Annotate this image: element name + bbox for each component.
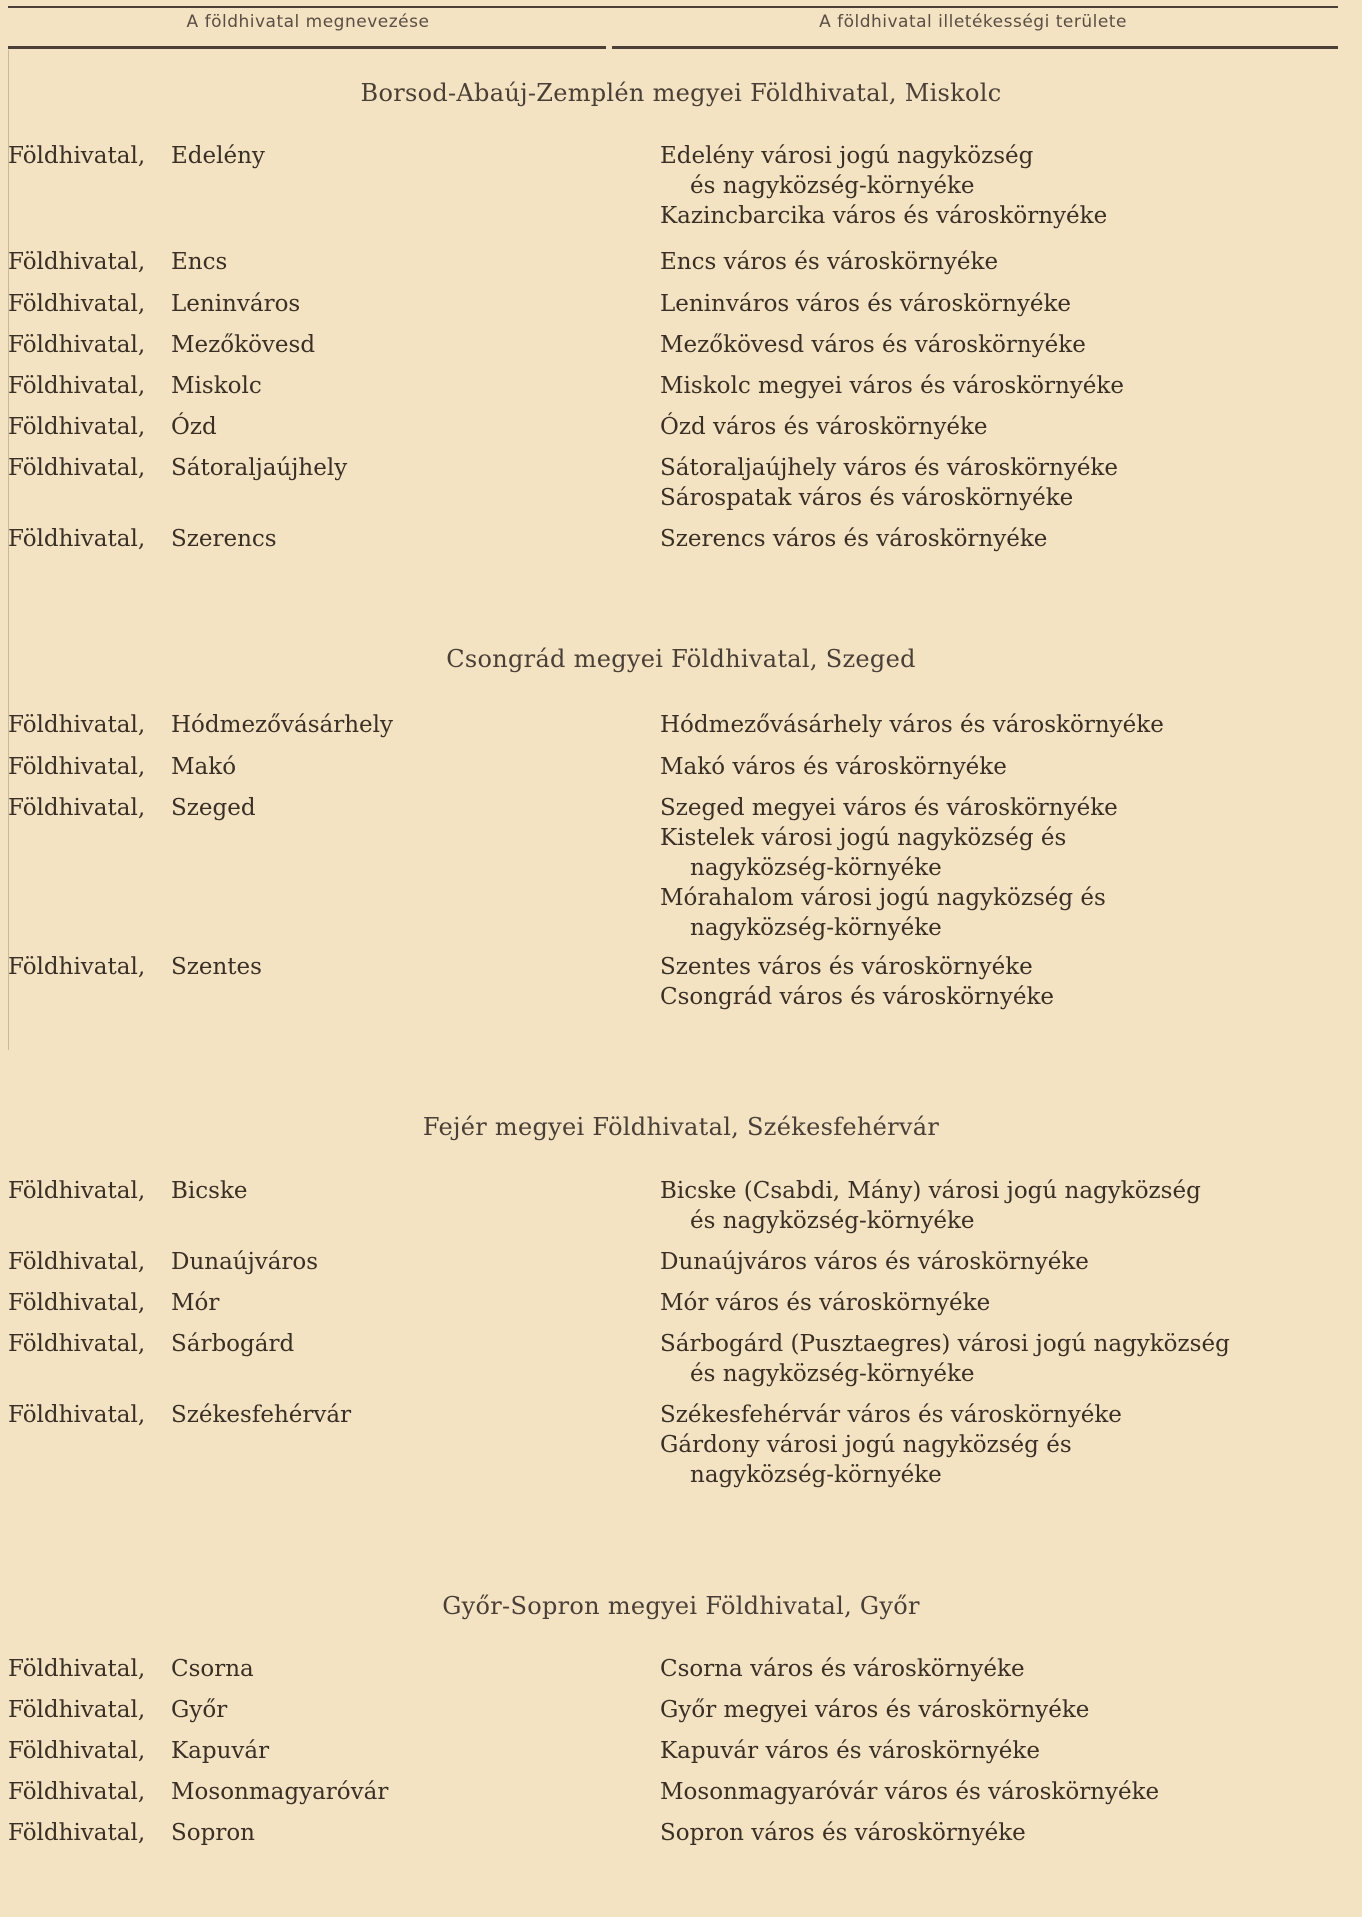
office-name bbox=[8, 371, 660, 401]
area-line: Csorna város és városkörnyéke bbox=[660, 1656, 1025, 1682]
jurisdiction-area bbox=[660, 1695, 1340, 1725]
jurisdiction-area bbox=[660, 412, 1340, 442]
office-city: Sárbogárd bbox=[171, 1331, 295, 1357]
table-row bbox=[8, 289, 1348, 319]
office-city: Sopron bbox=[171, 1820, 255, 1846]
jurisdiction-area bbox=[660, 1818, 1340, 1848]
office-name bbox=[8, 412, 660, 442]
area-line: Sátoraljaújhely város és városkörnyéke bbox=[660, 455, 1118, 481]
area-line: Szeged megyei város és városkörnyéke bbox=[660, 795, 1118, 821]
office-city: Győr bbox=[171, 1697, 228, 1723]
office-city: Mór bbox=[171, 1290, 220, 1316]
office-prefix: Földhivatal, bbox=[8, 1820, 146, 1846]
area-line: Kapuvár város és városkörnyéke bbox=[660, 1738, 1040, 1764]
office-city: Edelény bbox=[171, 143, 265, 169]
area-line: Kistelek városi jogú nagyközség és bbox=[660, 825, 1067, 851]
jurisdiction-area bbox=[660, 1247, 1340, 1277]
section-title: Fejér megyei Földhivatal, Székesfehérvár bbox=[422, 1113, 940, 1141]
area-line: Makó város és városkörnyéke bbox=[660, 754, 1007, 780]
area-line: Mezőkövesd város és városkörnyéke bbox=[660, 332, 1086, 358]
office-name bbox=[8, 793, 660, 943]
area-line: Encs város és városkörnyéke bbox=[660, 249, 999, 275]
area-line: Székesfehérvár város és városkörnyéke bbox=[660, 1402, 1122, 1428]
office-prefix: Földhivatal, bbox=[8, 291, 146, 317]
office-name bbox=[8, 1777, 660, 1807]
office-name bbox=[8, 247, 660, 277]
office-prefix: Földhivatal, bbox=[8, 1331, 146, 1357]
office-prefix: Földhivatal, bbox=[8, 1178, 146, 1204]
area-line: Bicske (Csabdi, Mány) városi jogú nagyközség bbox=[660, 1178, 1201, 1204]
office-prefix: Földhivatal, bbox=[8, 249, 146, 275]
office-name bbox=[8, 1695, 660, 1725]
office-name bbox=[8, 710, 660, 740]
office-prefix: Földhivatal, bbox=[8, 1402, 146, 1428]
office-prefix: Földhivatal, bbox=[8, 1697, 146, 1723]
office-prefix: Földhivatal, bbox=[8, 712, 146, 738]
office-prefix: Földhivatal, bbox=[8, 1290, 146, 1316]
table-row bbox=[8, 1695, 1348, 1725]
office-prefix: Földhivatal, bbox=[8, 954, 146, 980]
jurisdiction-area bbox=[660, 752, 1340, 782]
header-office-column: A földhivatal megnevezése bbox=[186, 12, 430, 32]
office-city: Hódmezővásárhely bbox=[171, 712, 394, 738]
table-row bbox=[8, 247, 1348, 277]
office-city: Szerencs bbox=[171, 526, 277, 552]
area-line: Leninváros város és városkörnyéke bbox=[660, 291, 1072, 317]
table-row bbox=[8, 1247, 1348, 1277]
area-line: Mórahalom városi jogú nagyközség és bbox=[660, 885, 1106, 911]
table-row bbox=[8, 793, 1348, 943]
area-line: Sárbogárd (Pusztaegres) városi jogú nagyközség bbox=[660, 1331, 1230, 1357]
jurisdiction-area bbox=[660, 141, 1340, 231]
office-prefix: Földhivatal, bbox=[8, 1656, 146, 1682]
jurisdiction-area bbox=[660, 952, 1340, 1012]
office-city: Székesfehérvár bbox=[171, 1402, 352, 1428]
office-prefix: Földhivatal, bbox=[8, 795, 146, 821]
area-line: Miskolc megyei város és városkörnyéke bbox=[660, 373, 1124, 399]
office-prefix: Földhivatal, bbox=[8, 143, 146, 169]
section-title: Borsod-Abaúj-Zemplén megyei Földhivatal, Miskolc bbox=[360, 79, 1002, 107]
area-line: Hódmezővásárhely város és városkörnyéke bbox=[660, 712, 1164, 738]
area-line: Sárospatak város és városkörnyéke bbox=[660, 485, 1074, 511]
office-city: Bicske bbox=[171, 1178, 248, 1204]
office-prefix: Földhivatal, bbox=[8, 1249, 146, 1275]
area-line: nagyközség-környéke bbox=[690, 855, 942, 881]
table-row bbox=[8, 1777, 1348, 1807]
jurisdiction-area bbox=[660, 289, 1340, 319]
section-title: Csongrád megyei Földhivatal, Szeged bbox=[446, 645, 916, 673]
office-city: Miskolc bbox=[171, 373, 262, 399]
header-rule-right bbox=[612, 46, 1338, 49]
table-row bbox=[8, 1654, 1348, 1684]
area-line: Csongrád város és városkörnyéke bbox=[660, 984, 1055, 1010]
office-name bbox=[8, 752, 660, 782]
office-name bbox=[8, 1400, 660, 1490]
office-city: Ózd bbox=[171, 414, 217, 440]
table-row bbox=[8, 752, 1348, 782]
office-city: Encs bbox=[171, 249, 228, 275]
area-line: Gárdony városi jogú nagyközség és bbox=[660, 1432, 1072, 1458]
office-city: Szentes bbox=[171, 954, 262, 980]
office-name bbox=[8, 1654, 660, 1684]
office-city: Mezőkövesd bbox=[171, 332, 316, 358]
office-name bbox=[8, 952, 660, 1012]
area-line: Edelény városi jogú nagyközség bbox=[660, 143, 1034, 169]
office-city: Sátoraljaújhely bbox=[171, 455, 348, 481]
header-area-column: A földhivatal illetékességi területe bbox=[819, 12, 1127, 32]
area-line: Mosonmagyaróvár város és városkörnyéke bbox=[660, 1779, 1160, 1805]
office-prefix: Földhivatal, bbox=[8, 1738, 146, 1764]
area-line: és nagyközség-környéke bbox=[690, 1361, 975, 1387]
office-city: Szeged bbox=[171, 795, 256, 821]
area-line: Ózd város és városkörnyéke bbox=[660, 414, 988, 440]
jurisdiction-area bbox=[660, 1777, 1340, 1807]
office-name bbox=[8, 1288, 660, 1318]
table-row bbox=[8, 1176, 1348, 1236]
area-line: és nagyközség-környéke bbox=[690, 173, 975, 199]
table-row bbox=[8, 952, 1348, 1012]
office-name bbox=[8, 1176, 660, 1236]
jurisdiction-area bbox=[660, 524, 1340, 554]
table-header bbox=[8, 12, 1338, 46]
area-line: Dunaújváros város és városkörnyéke bbox=[660, 1249, 1089, 1275]
table-row bbox=[8, 412, 1348, 442]
jurisdiction-area bbox=[660, 1736, 1340, 1766]
office-name bbox=[8, 1247, 660, 1277]
jurisdiction-area bbox=[660, 1288, 1340, 1318]
table-row bbox=[8, 453, 1348, 513]
top-rule bbox=[8, 6, 1338, 8]
table-row bbox=[8, 1288, 1348, 1318]
office-name bbox=[8, 1818, 660, 1848]
table-row bbox=[8, 141, 1348, 231]
jurisdiction-area bbox=[660, 1176, 1340, 1236]
office-city: Csorna bbox=[171, 1656, 254, 1682]
office-prefix: Földhivatal, bbox=[8, 414, 146, 440]
office-prefix: Földhivatal, bbox=[8, 754, 146, 780]
jurisdiction-area bbox=[660, 1654, 1340, 1684]
area-line: Mór város és városkörnyéke bbox=[660, 1290, 991, 1316]
table-row bbox=[8, 1818, 1348, 1848]
area-line: Szerencs város és városkörnyéke bbox=[660, 526, 1048, 552]
area-line: Kazincbarcika város és városkörnyéke bbox=[660, 203, 1108, 229]
jurisdiction-area bbox=[660, 1329, 1340, 1389]
area-line: nagyközség-környéke bbox=[690, 1462, 942, 1488]
table-row bbox=[8, 371, 1348, 401]
office-prefix: Földhivatal, bbox=[8, 526, 146, 552]
office-city: Makó bbox=[171, 754, 237, 780]
office-name bbox=[8, 141, 660, 231]
office-prefix: Földhivatal, bbox=[8, 373, 146, 399]
office-city: Dunaújváros bbox=[171, 1249, 319, 1275]
area-line: nagyközség-környéke bbox=[690, 915, 942, 941]
table-row bbox=[8, 524, 1348, 554]
area-line: Szentes város és városkörnyéke bbox=[660, 954, 1033, 980]
table-row bbox=[8, 710, 1348, 740]
header-rule-left bbox=[8, 46, 606, 49]
section-title: Győr-Sopron megyei Földhivatal, Győr bbox=[442, 1592, 920, 1620]
office-city: Mosonmagyaróvár bbox=[171, 1779, 389, 1805]
office-city: Kapuvár bbox=[171, 1738, 270, 1764]
jurisdiction-area bbox=[660, 453, 1340, 513]
table-row bbox=[8, 1329, 1348, 1389]
table-row bbox=[8, 1736, 1348, 1766]
jurisdiction-area bbox=[660, 330, 1340, 360]
office-name bbox=[8, 1736, 660, 1766]
table-row bbox=[8, 1400, 1348, 1490]
office-prefix: Földhivatal, bbox=[8, 455, 146, 481]
area-line: és nagyközség-környéke bbox=[690, 1208, 975, 1234]
table-row bbox=[8, 330, 1348, 360]
office-prefix: Földhivatal, bbox=[8, 332, 146, 358]
jurisdiction-area bbox=[660, 247, 1340, 277]
office-name bbox=[8, 330, 660, 360]
office-name bbox=[8, 524, 660, 554]
office-name bbox=[8, 289, 660, 319]
office-city: Leninváros bbox=[171, 291, 301, 317]
office-name bbox=[8, 453, 660, 513]
jurisdiction-area bbox=[660, 710, 1340, 740]
office-name bbox=[8, 1329, 660, 1389]
jurisdiction-area bbox=[660, 371, 1340, 401]
area-line: Sopron város és városkörnyéke bbox=[660, 1820, 1026, 1846]
jurisdiction-area bbox=[660, 793, 1340, 943]
area-line: Győr megyei város és városkörnyéke bbox=[660, 1697, 1090, 1723]
office-prefix: Földhivatal, bbox=[8, 1779, 146, 1805]
jurisdiction-area bbox=[660, 1400, 1340, 1490]
